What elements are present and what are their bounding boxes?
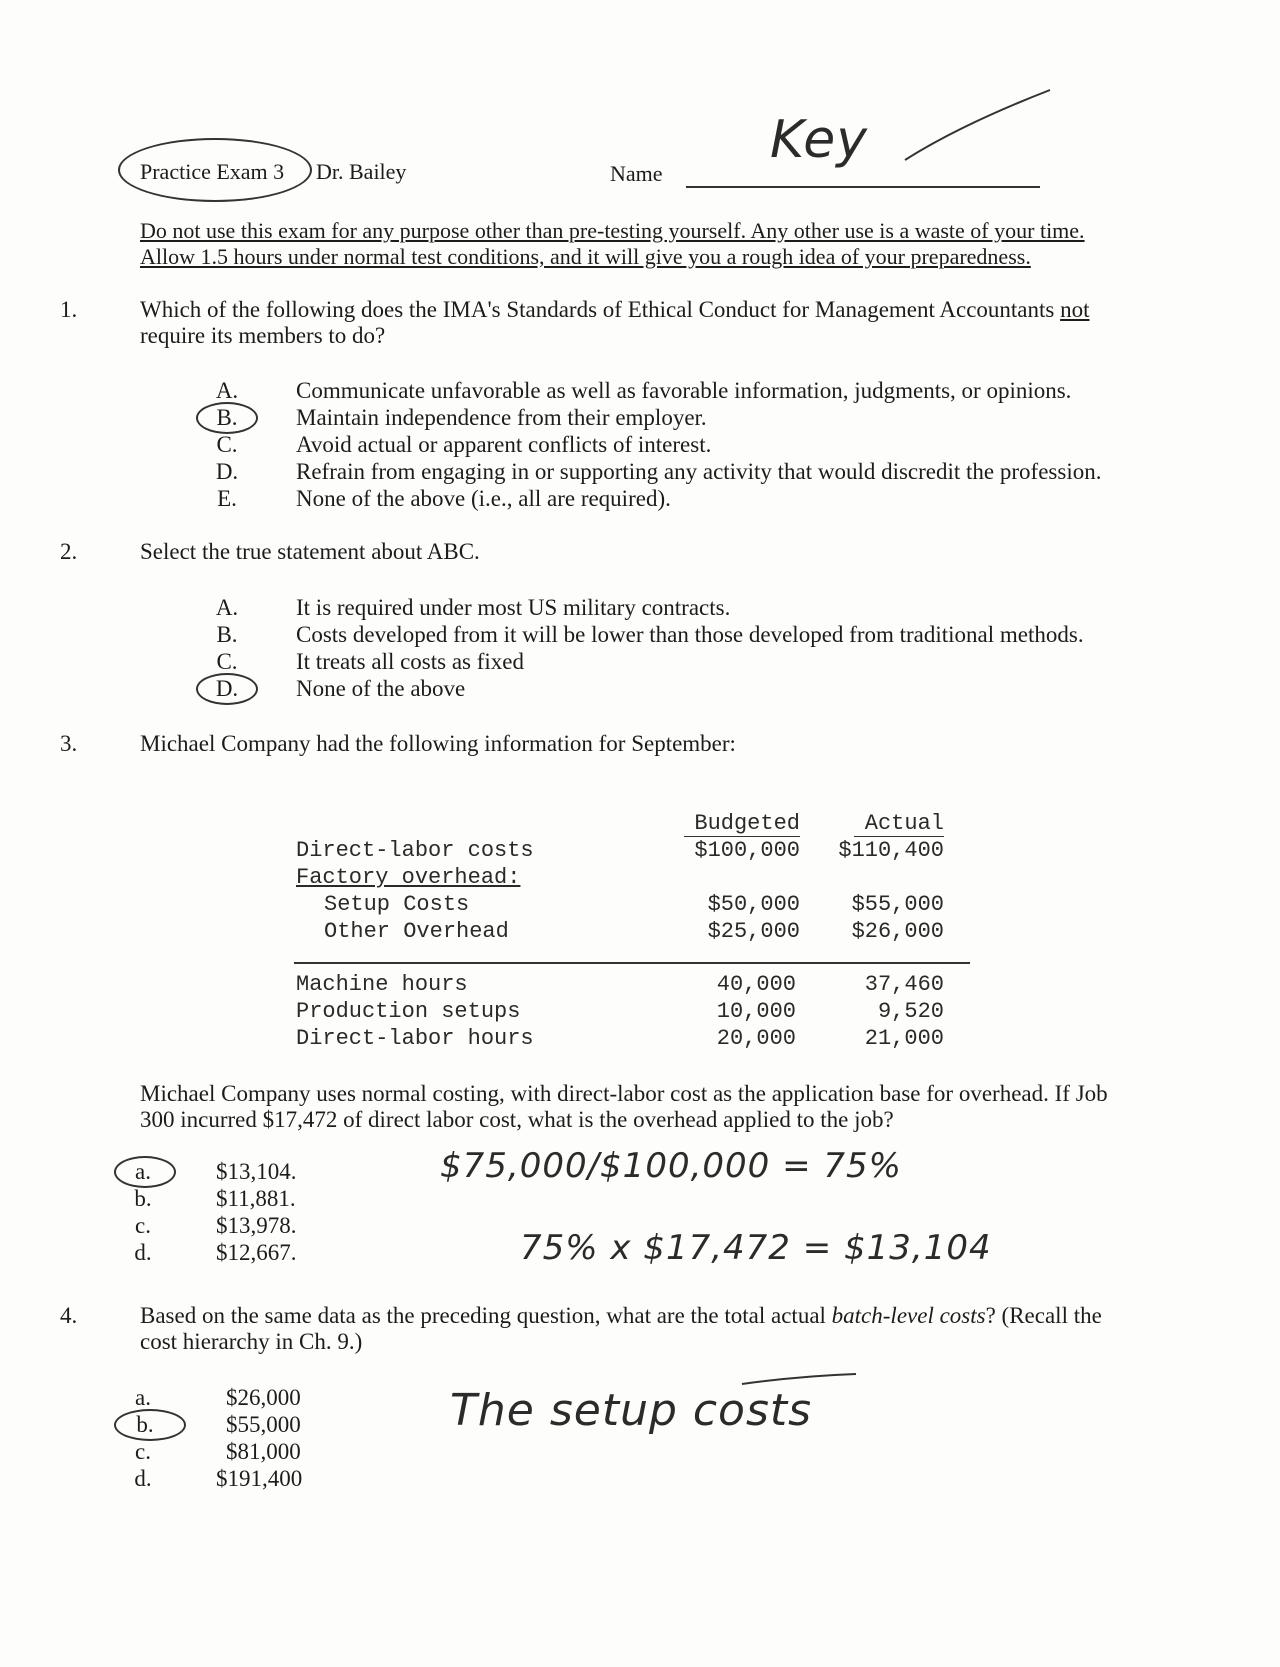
instructions-line-1: Do not use this exam for any purpose other than pre-testing yourself. Any other use is a waste of your time. (140, 218, 1085, 243)
question-4-text-line2: cost hierarchy in Ch. 9.) (140, 1329, 363, 1354)
table-cell-actual: $26,000 (851, 919, 944, 944)
table-row-label-factory-overhead: Factory overhead: (296, 865, 521, 890)
q4-option-letter-b[interactable]: b. (136, 1412, 154, 1437)
table-cell-budgeted: $50,000 (707, 892, 800, 917)
question-3-intro: Michael Company had the following information for September: (140, 731, 736, 756)
table-cell-budgeted: $25,000 (707, 919, 800, 944)
table-row-label-other-overhead: Other Overhead (324, 919, 509, 944)
q2-option-letter-c[interactable]: C. (216, 649, 238, 674)
q1-option-text-b: Maintain independence from their employer. (296, 405, 707, 430)
question-1-number: 1. (60, 297, 78, 322)
table-divider (294, 962, 970, 964)
table-cell-actual: 37,460 (864, 972, 944, 997)
question-4-text-part2: ? (Recall the (985, 1303, 1102, 1328)
q3-option-text-d: $12,667. (216, 1240, 297, 1265)
q2-option-text-a: It is required under most US military contracts. (296, 595, 731, 620)
q1-option-letter-b[interactable]: B. (216, 405, 238, 430)
q4-option-letter-d[interactable]: d. (134, 1466, 152, 1491)
table-cell-actual: $110,400 (838, 838, 944, 863)
question-2-text: Select the true statement about ABC. (140, 539, 480, 564)
q3-option-text-c: $13,978. (216, 1213, 297, 1238)
q3-handwritten-work-line1: $75,000/$100,000 = 75% (440, 1146, 902, 1186)
q1-option-text-c: Avoid actual or apparent conflicts of interest. (296, 432, 712, 457)
q1-option-letter-d[interactable]: D. (215, 459, 239, 484)
question-1-text-line2: require its members to do? (140, 323, 386, 348)
table-row-label-direct-labor-costs: Direct-labor costs (296, 838, 534, 863)
q4-option-letter-a[interactable]: a. (135, 1385, 151, 1410)
table-row-label-setup-costs: Setup Costs (324, 892, 470, 917)
question-4-number: 4. (60, 1303, 78, 1328)
table-header-budgeted: Budgeted (694, 811, 800, 836)
q4-option-text-d: $191,400 (216, 1466, 303, 1491)
q4-option-text-a: $26,000 (226, 1385, 301, 1410)
q2-option-text-c: It treats all costs as fixed (296, 649, 525, 674)
question-1-text (140, 296, 1150, 323)
question-3-text-line2: 300 incurred $17,472 of direct labor cost, what is the overhead applied to the job? (140, 1107, 894, 1132)
question-4-emphasis: batch-level costs (831, 1303, 986, 1328)
q1-option-letter-c[interactable]: C. (216, 432, 238, 457)
question-4-text-part1: Based on the same data as the preceding question, what are the total actual (140, 1303, 826, 1328)
q3-option-letter-b[interactable]: b. (134, 1186, 152, 1211)
q3-option-text-b: $11,881. (216, 1186, 296, 1211)
instructions-line-2: Allow 1.5 hours under normal test conditions, and it will give you a rough idea of your preparedness. (140, 244, 1031, 269)
question-1-emphasis: not (1060, 297, 1090, 322)
q4-handwritten-work: The setup costs (450, 1385, 813, 1436)
q3-handwritten-work-line2: 75% x $17,472 = $13,104 (520, 1228, 992, 1268)
table-header-actual: Actual (864, 811, 944, 836)
signature-flourish (900, 85, 1060, 165)
name-label: Name (610, 161, 663, 186)
name-value-handwritten: Key (770, 110, 869, 170)
q4-option-text-b: $55,000 (226, 1412, 301, 1437)
q1-option-letter-e[interactable]: E. (217, 486, 237, 511)
q3-option-text-a: $13,104. (216, 1159, 297, 1184)
q4-option-letter-c[interactable]: c. (135, 1439, 151, 1464)
instructor-name: Dr. Bailey (316, 159, 407, 184)
q1-option-text-a: Communicate unfavorable as well as favorable information, judgments, or opinions. (296, 378, 1072, 403)
exam-title: Practice Exam 3 (140, 159, 285, 184)
q1-option-text-d: Refrain from engaging in or supporting any activity that would discredit the profession. (296, 459, 1102, 484)
table-cell-budgeted: 40,000 (716, 972, 796, 997)
q2-option-letter-b[interactable]: B. (216, 622, 238, 647)
q1-option-text-e: None of the above (i.e., all are required). (296, 486, 671, 511)
table-cell-budgeted: 20,000 (716, 1026, 796, 1051)
q2-option-letter-a[interactable]: A. (215, 595, 239, 620)
question-3-text-line1: Michael Company uses normal costing, with direct-labor cost as the application base for overhead. If Job (140, 1081, 1108, 1106)
q2-option-text-b: Costs developed from it will be lower than those developed from traditional methods. (296, 622, 1084, 647)
q1-option-letter-a[interactable]: A. (215, 378, 239, 403)
table-row-label-direct-labor-hours: Direct-labor hours (296, 1026, 534, 1051)
question-3-number: 3. (60, 731, 78, 756)
q3-option-letter-a[interactable]: a. (135, 1159, 151, 1184)
q3-option-letter-c[interactable]: c. (135, 1213, 151, 1238)
table-row-label-machine-hours: Machine hours (296, 972, 468, 997)
table-cell-actual: 9,520 (877, 999, 944, 1024)
question-2-number: 2. (60, 539, 78, 564)
table-row-label-production-setups: Production setups (296, 999, 521, 1024)
table-cell-budgeted: $100,000 (694, 838, 800, 863)
q4-option-text-c: $81,000 (226, 1439, 301, 1464)
question-1-text-part1: Which of the following does the IMA's Standards of Ethical Conduct for Management Accountants (140, 297, 1055, 322)
q2-option-text-d: None of the above (296, 676, 466, 701)
table-cell-actual: $55,000 (851, 892, 944, 917)
q2-option-letter-d[interactable]: D. (215, 676, 239, 701)
table-cell-actual: 21,000 (864, 1026, 944, 1051)
question-4-text (140, 1302, 1160, 1329)
q4-handwritten-underline (740, 1370, 860, 1390)
q3-option-letter-d[interactable]: d. (134, 1240, 152, 1265)
name-underline (686, 186, 1040, 188)
table-cell-budgeted: 10,000 (716, 999, 796, 1024)
